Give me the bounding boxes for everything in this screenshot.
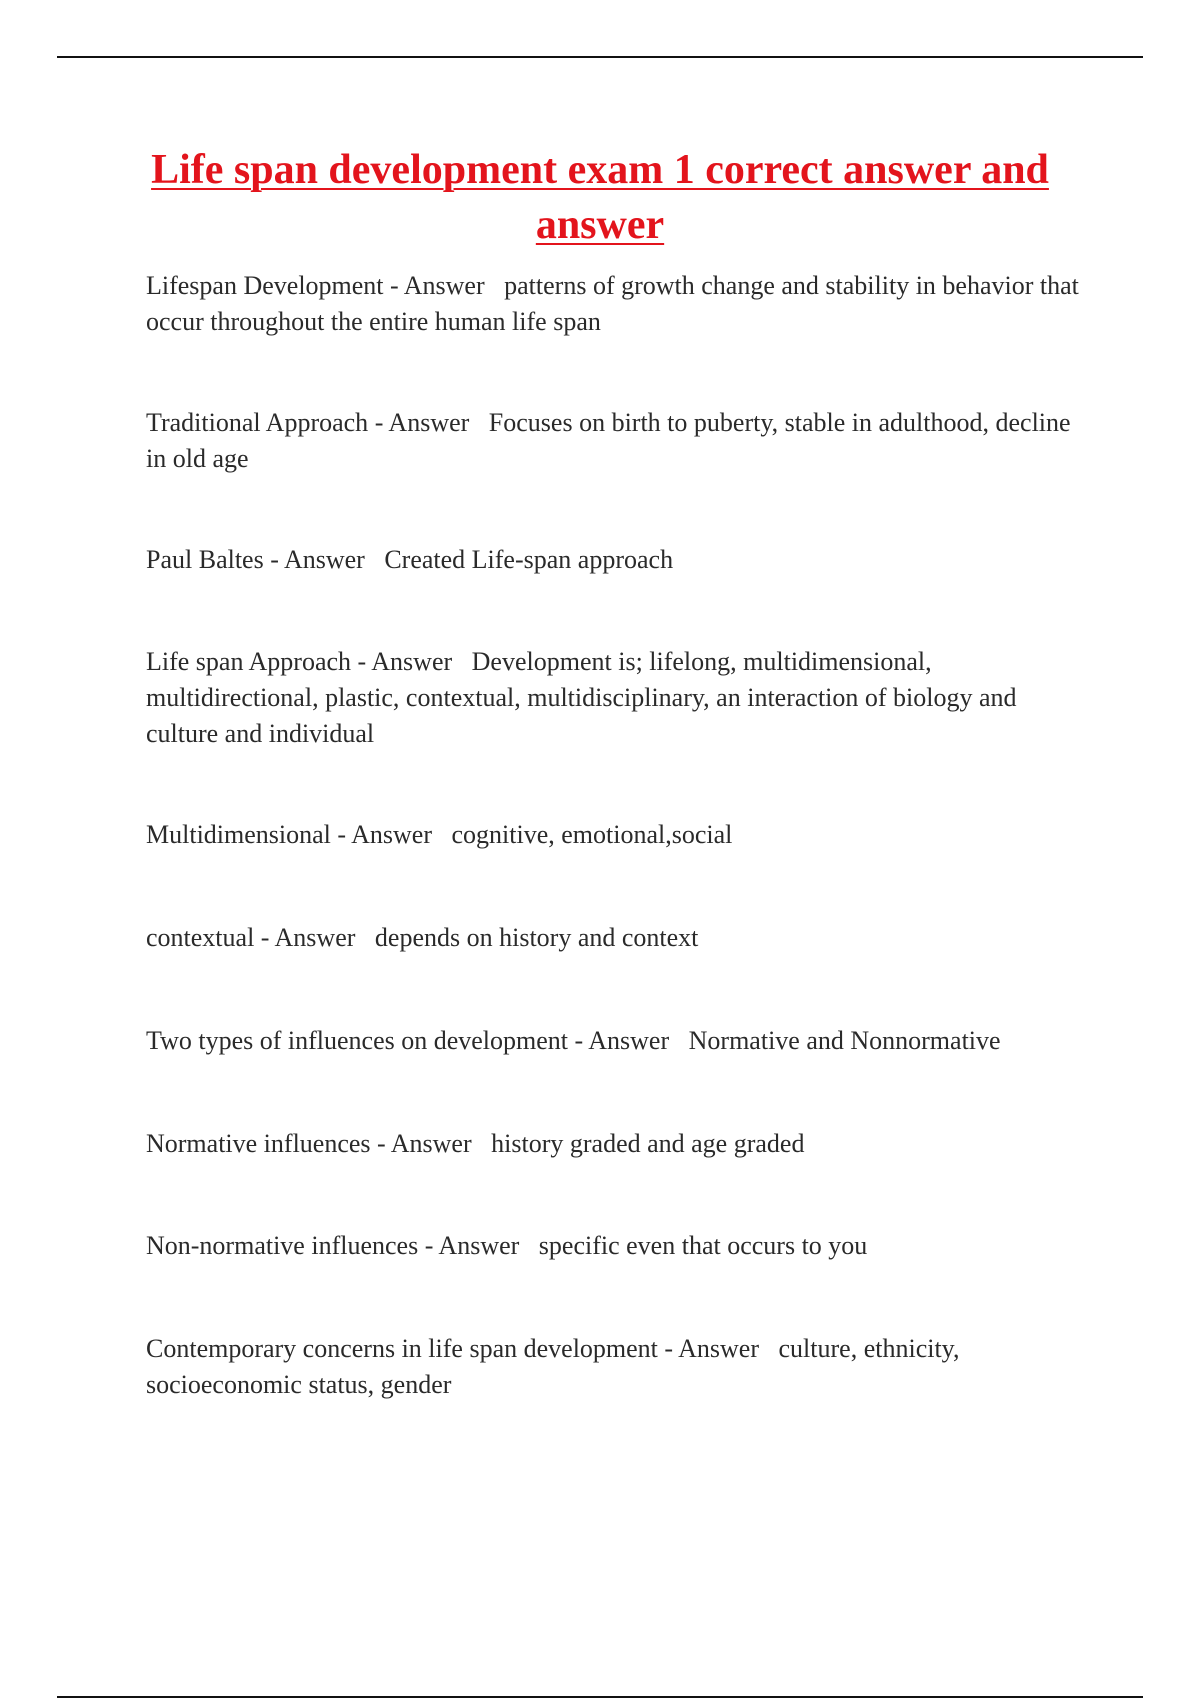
- qa-answer-label: Answer: [283, 545, 365, 574]
- qa-answer: Development is; lifelong, multidimensional, multidirectional, plastic, contextual, multidisciplinary, an interaction of biology and culture and individual: [146, 647, 1017, 748]
- qa-term: Normative influences: [146, 1129, 371, 1158]
- qa-answer-label: Answer: [588, 1026, 670, 1055]
- qa-answer-label: Answer: [274, 923, 356, 952]
- qa-answer: Created Life-span approach: [384, 545, 674, 574]
- qa-answer-label: Answer: [351, 820, 432, 849]
- qa-term: Two types of influences on development: [146, 1026, 569, 1055]
- qa-list: [146, 268, 1086, 1403]
- qa-answer: culture, ethnicity, socioeconomic status, gender: [146, 1334, 960, 1399]
- qa-item: Paul Baltes - Answer Created Life-span approach: [146, 545, 674, 574]
- top-rule: [57, 56, 1143, 58]
- qa-item: Traditional Approach - Answer Focuses on birth to puberty, stable in adulthood, decline in old age: [146, 408, 1071, 473]
- qa-term: Contemporary concerns in life span development: [146, 1334, 658, 1363]
- qa-answer: patterns of growth change and stability in behavior that occur throughout the entire human life span: [146, 271, 1079, 336]
- qa-answer: cognitive, emotional,social: [451, 820, 733, 849]
- qa-answer-label: Answer: [438, 1231, 520, 1260]
- qa-answer-label: Answer: [403, 271, 485, 300]
- qa-answer: depends on history and context: [374, 923, 699, 952]
- qa-term: Traditional Approach: [146, 408, 369, 437]
- qa-item: Non-normative influences - Answer specific even that occurs to you: [146, 1231, 868, 1260]
- bottom-rule: [57, 1696, 1143, 1698]
- qa-term: Paul Baltes: [146, 545, 264, 574]
- qa-item: Two types of influences on development - Answer Normative and Nonnormative: [146, 1026, 1001, 1055]
- qa-answer-label: Answer: [390, 1129, 472, 1158]
- qa-answer: specific even that occurs to you: [538, 1231, 868, 1260]
- qa-answer: history graded and age graded: [491, 1129, 805, 1158]
- page-title: Life span development exam 1 correct answer and answer: [151, 147, 1049, 248]
- qa-item: contextual - Answer depends on history and context: [146, 923, 699, 952]
- qa-answer: Normative and Nonnormative: [688, 1026, 1001, 1055]
- qa-item: Life span Approach - Answer Development is; lifelong, multidimensional, multidirectional, plastic, contextual, multidisciplinary, an interaction of biology and culture and individual: [146, 647, 1017, 748]
- qa-term: Non-normative influences: [146, 1231, 419, 1260]
- qa-item: Normative influences - Answer history graded and age graded: [146, 1129, 805, 1158]
- qa-term: Multidimensional: [146, 820, 331, 849]
- qa-answer-label: Answer: [371, 647, 453, 676]
- qa-item: Contemporary concerns in life span development - Answer culture, ethnicity, socioeconomic status, gender: [146, 1334, 960, 1399]
- qa-item: Lifespan Development - Answer patterns of growth change and stability in behavior that occur throughout the entire human life span: [146, 271, 1079, 336]
- qa-term: Lifespan Development: [146, 271, 384, 300]
- qa-term: Life span Approach: [146, 647, 352, 676]
- qa-answer-label: Answer: [388, 408, 470, 437]
- qa-answer-label: Answer: [678, 1334, 760, 1363]
- qa-term: contextual: [146, 923, 255, 952]
- qa-answer: Focuses on birth to puberty, stable in adulthood, decline in old age: [146, 408, 1071, 473]
- qa-item: Multidimensional - Answer cognitive, emotional,social: [146, 820, 733, 849]
